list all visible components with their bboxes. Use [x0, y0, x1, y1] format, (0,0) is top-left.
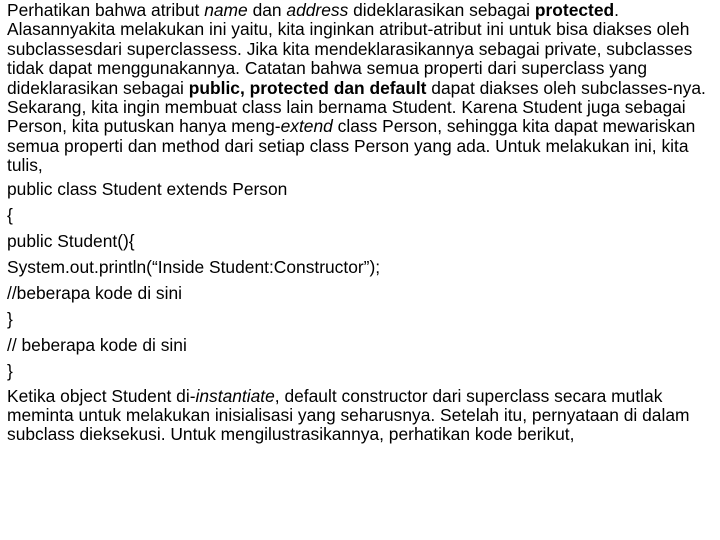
intro-segment-11: class Person, sehingga kita dapat mewariskan semua properti dan method dari setiap class Person yang ada. Untuk melakukan ini, kita tulis, — [7, 116, 696, 176]
code-line-close-constructor: } — [7, 308, 13, 329]
explanation-paragraph — [7, 384, 717, 445]
code-block — [7, 176, 717, 384]
code-line-println: System.out.println(“Inside Student:Constructor”); — [7, 256, 381, 277]
intro-segment-extend: extend — [280, 116, 333, 137]
intro-segment-access-modifiers: public, protected dan default — [188, 77, 427, 98]
intro-segment-7: . Alasannyakita melakukan ini yaitu, kita inginkan atribut-atribut ini untuk bisa diakses oleh subclassesdari superclassess. Jika kita mendeklarasikannya sebagai private, subclasses tidak dapat menggunakannya. Catatan bahwa semua properti dari superclass yang dideklarasikan sebagai — [7, 0, 693, 98]
intro-segment-protected: protected — [534, 0, 615, 20]
intro-paragraph — [7, 0, 717, 176]
intro-segment-1: Perhatikan bahwa atribut — [7, 0, 205, 20]
intro-segment-address: address — [286, 0, 349, 20]
intro-segment-3: dan — [247, 0, 287, 20]
explanation-segment-3: , default constructor dari superclass secara mutlak meminta untuk melakukan inisialisasi yang seharusnya. Setelah itu, pernyataan di dalam subclass dieksekusi. Untuk mengilustrasikannya, perhatikan kode berikut, — [7, 385, 690, 445]
code-line-comment-outer: // beberapa kode di sini — [7, 334, 187, 355]
code-line-comment-inner: //beberapa kode di sini — [7, 282, 182, 303]
intro-segment-name: name — [204, 0, 248, 20]
code-line-constructor: public Student(){ — [7, 230, 135, 251]
code-line-class-declaration: public class Student extends Person — [7, 178, 288, 199]
intro-segment-5: dideklarasikan sebagai — [348, 0, 535, 20]
code-line-close-class: } — [7, 360, 13, 381]
explanation-segment-1: Ketika object Student di- — [7, 385, 196, 406]
slide-content — [7, 0, 717, 445]
code-line-open-brace: { — [7, 204, 13, 225]
intro-segment-9: dapat diakses oleh subclasses-nya. Sekarang, kita ingin membuat class lain bernama Student. Karena Student juga sebagai Person, kita putuskan hanya meng- — [7, 77, 706, 137]
explanation-segment-instantiate: instantiate — [195, 385, 275, 406]
